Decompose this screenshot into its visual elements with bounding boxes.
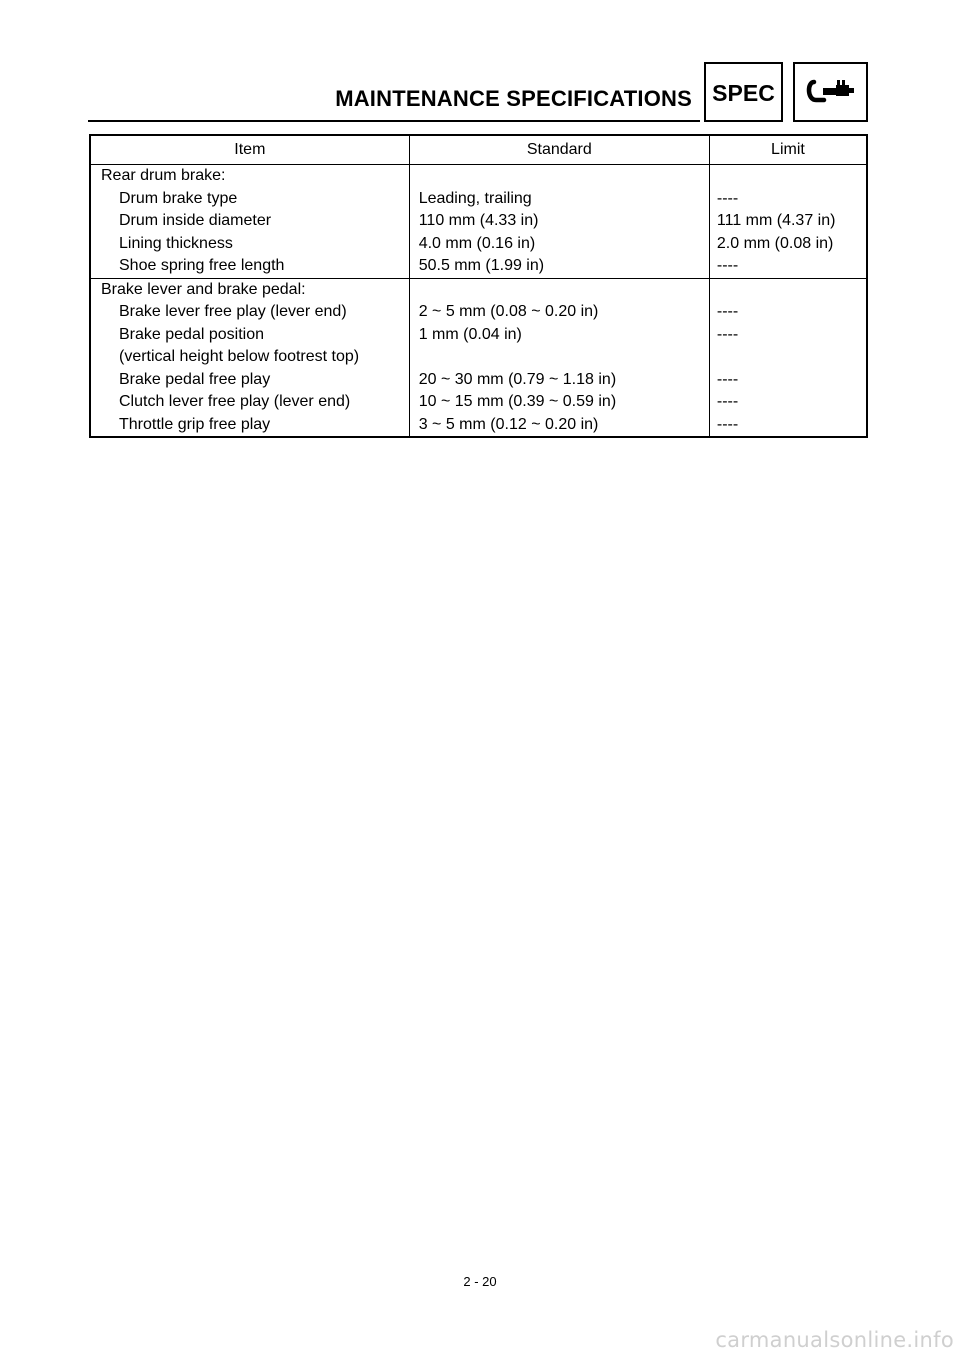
table-cell-item: Drum inside diameter bbox=[90, 210, 409, 233]
micrometer-icon bbox=[805, 76, 855, 108]
table-cell-limit: 2.0 mm (0.08 in) bbox=[716, 234, 834, 252]
table-cell-standard: 3 ~ 5 mm (0.12 ~ 0.20 in) bbox=[409, 414, 709, 438]
spec-badge bbox=[704, 62, 783, 122]
column-header-limit: Limit bbox=[709, 135, 867, 165]
table-row bbox=[90, 188, 867, 211]
page-number: 2 - 20 bbox=[463, 1274, 497, 1289]
column-header-item: Item bbox=[90, 135, 409, 165]
table-cell-empty bbox=[409, 165, 709, 188]
table-cell-empty bbox=[709, 346, 867, 369]
table-cell-item: Clutch lever free play (lever end) bbox=[90, 391, 409, 414]
table-cell-standard: 1 mm (0.04 in) bbox=[409, 324, 709, 347]
table-cell-empty bbox=[409, 278, 709, 301]
table-cell-limit: ---- bbox=[716, 257, 739, 274]
table-cell-limit: ---- bbox=[716, 393, 739, 410]
table-cell-standard: 110 mm (4.33 in) bbox=[409, 210, 709, 233]
table-row bbox=[90, 414, 867, 438]
table-cell-standard: 4.0 mm (0.16 in) bbox=[409, 233, 709, 256]
table-cell-limit: ---- bbox=[716, 189, 739, 207]
table-cell-standard: 10 ~ 15 mm (0.39 ~ 0.59 in) bbox=[409, 391, 709, 414]
table-cell-standard: 2 ~ 5 mm (0.08 ~ 0.20 in) bbox=[409, 301, 709, 324]
spec-badge-label: SPEC bbox=[712, 80, 775, 106]
table-cell-standard: Leading, trailing bbox=[409, 188, 709, 211]
table-row bbox=[90, 369, 867, 392]
table-row bbox=[90, 346, 867, 369]
group-heading: Brake lever and brake pedal: bbox=[90, 278, 409, 301]
group-heading-row bbox=[90, 165, 867, 188]
header-rule bbox=[88, 120, 700, 122]
table-cell-empty bbox=[709, 165, 867, 188]
column-header-standard: Standard bbox=[409, 135, 709, 165]
watermark: carmanualsonline.info bbox=[715, 1328, 954, 1352]
table-row bbox=[90, 233, 867, 256]
table-cell-item-note: (vertical height below footrest top) bbox=[90, 346, 409, 369]
table-cell-item: Shoe spring free length bbox=[90, 255, 409, 278]
table-cell-limit: ---- bbox=[716, 325, 739, 343]
table-cell-limit: ---- bbox=[716, 370, 739, 388]
table-cell-empty bbox=[709, 278, 867, 301]
table-cell-item: Brake lever free play (lever end) bbox=[90, 301, 409, 324]
table-cell-limit: 111 mm (4.37 in) bbox=[716, 212, 836, 229]
table-cell-item: Brake pedal position bbox=[90, 324, 409, 347]
group-heading-row bbox=[90, 278, 867, 301]
table-cell-item: Brake pedal free play bbox=[90, 369, 409, 392]
table-cell-item: Lining thickness bbox=[90, 233, 409, 256]
specifications-table bbox=[89, 134, 868, 438]
table-row bbox=[90, 391, 867, 414]
table-row bbox=[90, 324, 867, 347]
group-heading: Rear drum brake: bbox=[90, 165, 409, 188]
table-cell-item: Drum brake type bbox=[90, 188, 409, 211]
table-row bbox=[90, 255, 867, 278]
table-row bbox=[90, 301, 867, 324]
micrometer-icon-box bbox=[793, 62, 868, 122]
page-title: MAINTENANCE SPECIFICATIONS bbox=[335, 86, 692, 111]
table-row bbox=[90, 210, 867, 233]
table-cell-limit: ---- bbox=[716, 303, 739, 320]
table-cell-standard: 20 ~ 30 mm (0.79 ~ 1.18 in) bbox=[409, 369, 709, 392]
table-cell-standard: 50.5 mm (1.99 in) bbox=[409, 255, 709, 278]
table-cell-item: Throttle grip free play bbox=[90, 414, 409, 438]
table-header-row bbox=[90, 135, 867, 165]
page-header bbox=[88, 62, 868, 122]
table-cell-empty bbox=[409, 346, 709, 369]
table-cell-limit: ---- bbox=[716, 415, 739, 433]
